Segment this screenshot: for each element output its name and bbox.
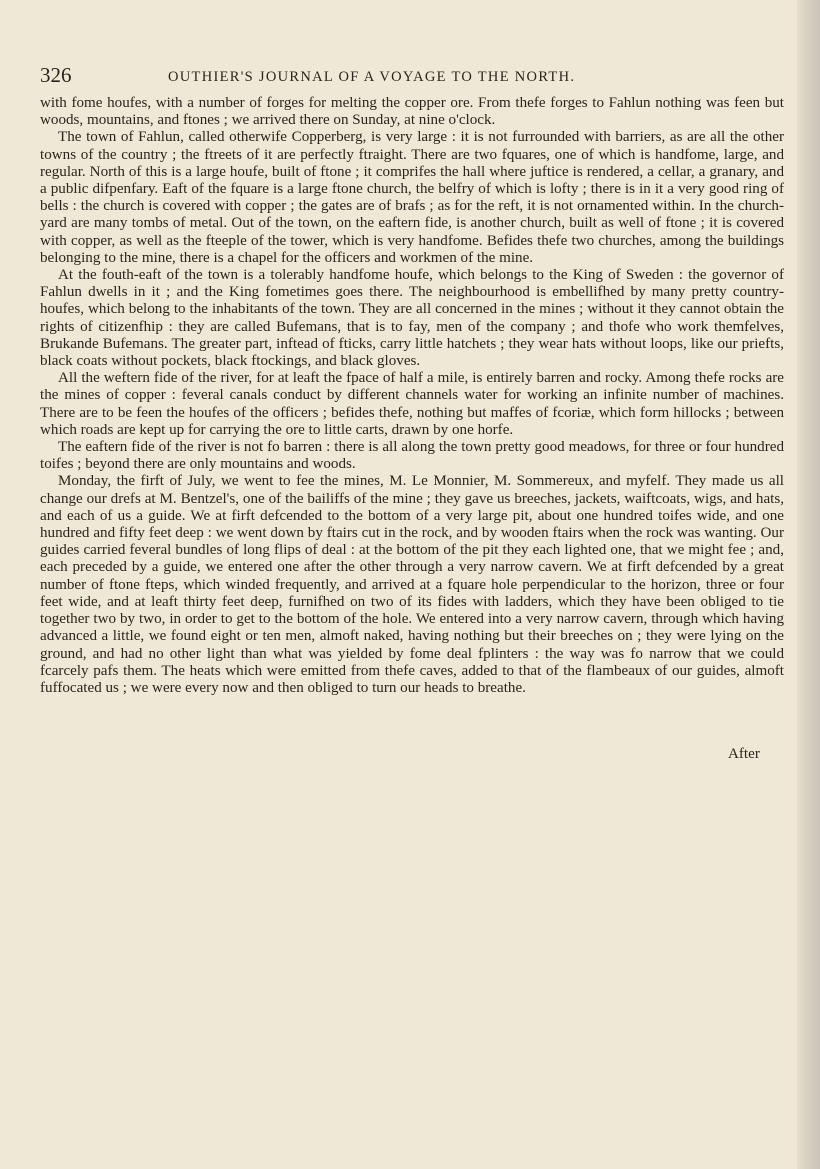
paragraph-fahlun-town: The town of Fahlun, called otherwife Copperberg, is very large : it is not furrounded with barriers, as are all the other towns of the country ; the ftreets of it are perfectly ftraight. There are two fquares, one of which is handfome, large, and regular. North of this is a large houfe, built of ftone ; it comprifes the hall where juftice is rendered, a cellar, a granary, and a public difpenfary. Eaft of the fquare is a large ftone church, the belfry of which is lofty ; there is in it a very good ring of bells : the church is covered with copper ; the gates are of brafs ; as for the reft, it is not ornamented within. In the church-yard are many tombs of metal. Out of the town, on the eaftern fide, is another church, built as well of ftone ; it is covered with copper, as well as the fteeple of the tower, which is very handfome. Befides thefe two churches, among the buildings belonging to the mine, there is a chapel for the officers and workmen of the mine. bbox=[40, 129, 784, 266]
paragraph-kings-house: At the fouth-eaft of the town is a tolerably handfome houfe, which belongs to the King of Sweden : the governor of Fahlun dwells in it ; and the King fometimes goes there. The neighbourhood is embellifhed by many pretty country-houfes, which belong to the inhabitants of the town. They are all concerned in the mines ; without it they cannot obtain the rights of citizenfhip : they are called Bufemans, that is to fay, men of the company ; and thofe who work themfelves, Brukande Bufemans. The greater part, inftead of fticks, carry little hatchets ; they wear hats without loops, like our priefts, black coats without pockets, black ftockings, and black gloves. bbox=[40, 267, 784, 370]
page-number: 326 bbox=[40, 63, 72, 87]
paragraph-western-side: All the weftern fide of the river, for at leaft the fpace of half a mile, is entirely barren and rocky. Among thefe rocks are the mines of copper : feveral canals conduct by different channels water for working an infinite number of machines. There are to be feen the houfes of the officers ; befides thefe, nothing but maffes of fcoriæ, which form hillocks ; between which roads are kept up for carrying the ore to little carts, drawn by one horfe. bbox=[40, 370, 784, 438]
running-head: OUTHIER'S JOURNAL OF A VOYAGE TO THE NORTH. bbox=[168, 69, 576, 85]
body-text bbox=[40, 95, 784, 697]
catchword: After bbox=[728, 746, 760, 762]
paragraph-eastern-side: The eaftern fide of the river is not fo barren : there is all along the town pretty good meadows, for three or four hundred toifes ; beyond there are only mountains and woods. bbox=[40, 439, 784, 473]
paragraph-continued: with fome houfes, with a number of forges for melting the copper ore. From thefe forges to Fahlun nothing was feen but woods, mountains, and ftones ; we arrived there on Sunday, at nine o'clock. bbox=[40, 95, 784, 129]
page-header bbox=[40, 60, 786, 90]
paragraph-mine-visit: Monday, the firft of July, we went to fee the mines, M. Le Monnier, M. Sommereux, and myfelf. They made us all change our drefs at M. Bentzel's, one of the bailiffs of the mine ; they gave us breeches, jackets, waiftcoats, wigs, and hats, and each of us a guide. We at firft defcended to the bottom of a very large pit, about one hundred toifes wide, and one hundred and fifty feet deep : we went down by ftairs cut in the rock, and by wooden ftairs when the rock was wanting. Our guides carried feveral bundles of long flips of deal : at the bottom of the pit they each lighted one, that we might fee ; and, each preceded by a guide, we entered one after the other through a very narrow cavern. We at firft defcended by a great number of ftone fteps, which winded frequently, and arrived at a fquare hole perpendicular to the horizon, three or four feet wide, and at leaft thirty feet deep, furnifhed on two of its fides with ladders, which they have been obliged to tie together two by two, in order to get to the bottom of the hole. We entered into a very narrow cavern, through which having advanced a little, we found eight or ten men, almoft naked, having nothing but their breeches on ; they were lying on the ground, and had no other light than what was yielded by fome deal fplinters : the way was fo narrow that we could fcarcely pafs them. The heats which were emitted from thefe caves, added to that of the flambeaux of our guides, almoft fuffocated us ; we were every now and then obliged to turn our heads to breathe. bbox=[40, 473, 784, 696]
page-edge-shadow bbox=[797, 0, 820, 1169]
